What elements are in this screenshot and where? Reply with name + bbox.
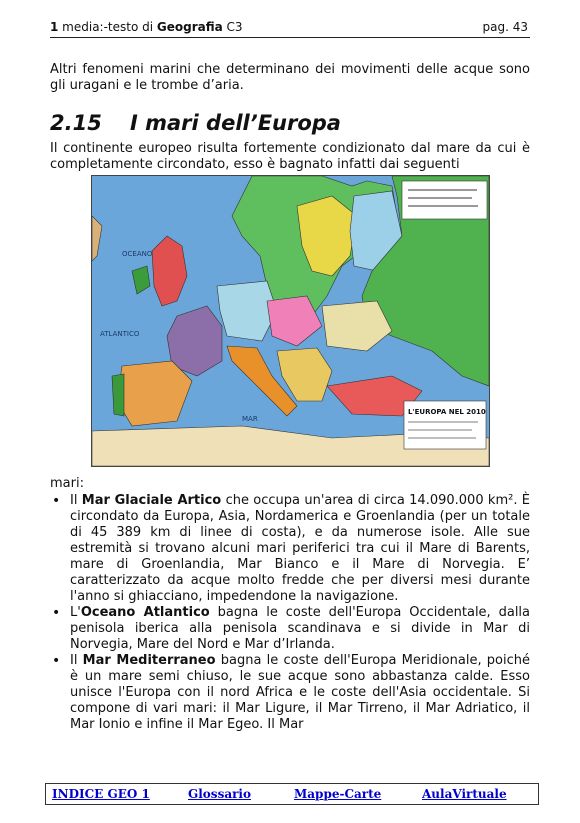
header-rule	[50, 37, 530, 38]
europe-political-map	[91, 175, 490, 467]
item-bold: Mar Glaciale Artico	[81, 493, 222, 508]
lead-paragraph: Il continente europeo risulta fortemente condizionato dal mare da cui è completamente circondato, esso è bagnato infatti dai seguenti	[50, 141, 530, 172]
item-lead: Il	[70, 653, 83, 668]
link-mappe-carte[interactable]: Mappe-Carte	[294, 787, 382, 801]
item-text: bagna le coste dell'Europa Occidentale, dalla penisola iberica alla penisola scandinava e si divide in Mar di Norvegia, Mare del Nord e Mar d’Irlanda.	[70, 605, 531, 652]
header-num: 1	[50, 20, 59, 34]
link-glossario[interactable]: Glossario	[188, 787, 251, 801]
item-bold: Mar Mediterraneo	[82, 653, 216, 668]
item-lead: L'	[70, 605, 81, 620]
header-prefix: media:-testo di	[58, 20, 157, 34]
link-aula-virtuale[interactable]: AulaVirtuale	[422, 787, 507, 801]
list-item	[50, 493, 530, 605]
item-text: bagna le coste dell'Europa Meridionale, poiché è un mare semi chiuso, le sue acque sono abbastanza calde. Esso unisce l'Europa con il nord Africa e le coste dell'Asia occidentale. Si compone di vari mari: il Mar Ligure, il Mar Tirreno, il Mar Adriatico, il Mar Ionio e infine il Mar Egeo. Il Mar	[70, 653, 531, 732]
intro-paragraph: Altri fenomeni marini che determinano dei movimenti delle acque sono gli uragani e le trombe d’aria.	[50, 62, 530, 93]
map-label-atlantic: ATLANTICO	[100, 330, 140, 338]
list-item	[50, 653, 530, 733]
header-suffix: C3	[222, 20, 243, 34]
lead-tail: mari:	[50, 476, 84, 491]
map-svg	[92, 176, 489, 466]
item-lead: Il	[70, 493, 82, 508]
seas-list	[50, 493, 530, 733]
footer-nav	[45, 783, 539, 805]
map-inset-legend	[402, 181, 487, 219]
header-subject: Geografia	[156, 20, 223, 34]
map-label-ocean: OCEANO	[122, 250, 153, 258]
link-indice-geo[interactable]: INDICE GEO 1	[52, 787, 150, 801]
section-number: 2.15	[50, 111, 102, 135]
list-item	[50, 605, 530, 653]
map-legend-title: L'EUROPA NEL 2010	[408, 408, 486, 416]
running-header	[50, 20, 530, 38]
item-bold: Oceano Atlantico	[80, 605, 210, 620]
portugal-land	[112, 374, 124, 416]
map-label-sea: MAR	[242, 415, 258, 423]
section-title: I mari dell’Europa	[130, 111, 341, 135]
page-number: pag. 43	[482, 20, 528, 34]
item-text: che occupa un'area di circa 14.090.000 km². È circondato da Europa, Asia, Nordamerica e Groenlandia (per un totale di 45 389 km di linee di costa), e da numerose isole. Alle sue estremità si trovano alcuni mari periferici tra cui il Mare di Barents, mare di Groenlandia, Mar Bianco e il Mare di Norvegia. E’ caratterizzato da acque molto fredde che per diversi mesi durante l'anno si ghiacciano, impedendone la navigazione.	[70, 493, 531, 604]
section-heading	[50, 111, 341, 135]
header-left	[50, 20, 243, 34]
